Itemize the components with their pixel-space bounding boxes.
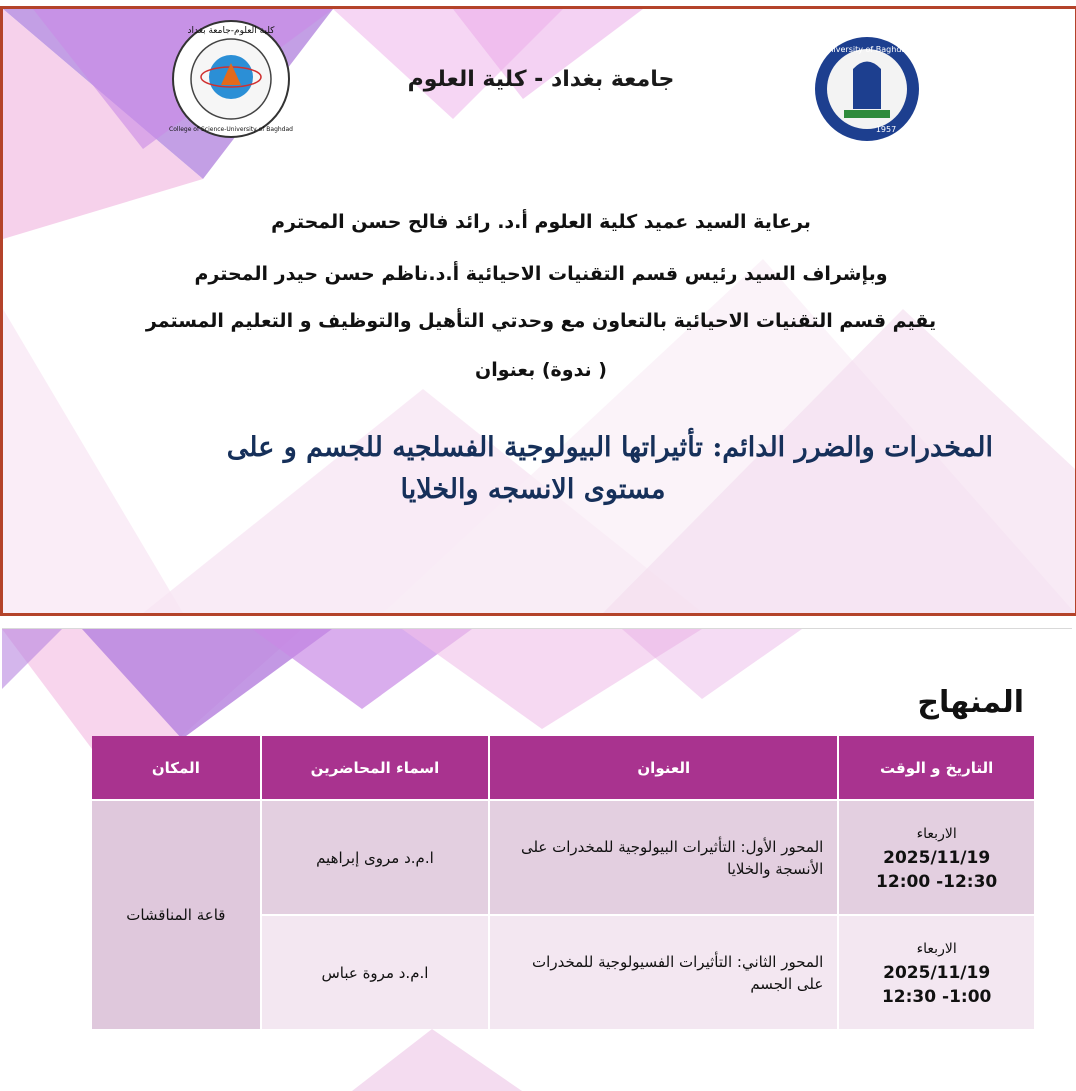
patronage-line: برعاية السيد عميد كلية العلوم أ.د. رائد فالح حسن المحترم bbox=[271, 211, 811, 233]
column-header-place: المكان bbox=[92, 736, 260, 799]
column-header-datetime: التاريخ و الوقت bbox=[839, 736, 1034, 799]
svg-text:College of Science-University: College of Science-University of Baghdad bbox=[169, 126, 293, 133]
lecturer-cell: ا.م.د مروى إبراهيم bbox=[262, 801, 488, 914]
date-text: 2025/11/19 bbox=[883, 962, 991, 983]
datetime-cell bbox=[839, 801, 1034, 914]
topic-cell: المحور الثاني: التأثيرات الفسيولوجية للمخدرات على الجسم bbox=[490, 916, 837, 1029]
lecturer-cell: ا.م.د مروة عباس bbox=[262, 916, 488, 1029]
svg-text:University of Baghdad: University of Baghdad bbox=[822, 45, 912, 54]
seminar-title-line2: مستوى الانسجه والخلايا bbox=[400, 474, 666, 505]
time-text: 12:30- 12:00 bbox=[876, 871, 998, 892]
program-heading: المنهاج bbox=[917, 685, 1024, 720]
topic-cell: المحور الأول: التأثيرات البيولوجية للمخدرات على الأنسجة والخلايا bbox=[490, 801, 837, 914]
seminar-title bbox=[133, 427, 993, 511]
program-table bbox=[90, 734, 1036, 1031]
seminar-title-line1: المخدرات والضرر الدائم: تأثيراتها البيولوجية الفسلجيه للجسم و على bbox=[226, 432, 993, 463]
column-header-topic: العنوان bbox=[490, 736, 837, 799]
organizer-line: يقيم قسم التقنيات الاحيائية بالتعاون مع وحدتي التأهيل والتوظيف و التعليم المستمر bbox=[145, 310, 937, 332]
program-slide bbox=[2, 628, 1072, 1091]
header-title: جامعة بغداد - كلية العلوم bbox=[407, 67, 675, 92]
datetime-cell bbox=[839, 916, 1034, 1029]
seminar-label: ( ندوة) بعنوان bbox=[475, 359, 607, 381]
table-row bbox=[92, 801, 1034, 914]
svg-text:1957: 1957 bbox=[875, 125, 897, 134]
column-header-lecturers: اسماء المحاضرين bbox=[262, 736, 488, 799]
day-text: الاربعاء bbox=[916, 940, 957, 957]
announcement-slide bbox=[0, 6, 1076, 616]
day-text: الاربعاء bbox=[916, 825, 957, 842]
date-text: 2025/11/19 bbox=[883, 847, 991, 868]
place-cell: قاعة المناقشات bbox=[92, 801, 260, 1029]
table-header-row bbox=[92, 736, 1034, 799]
supervision-line: وبإشراف السيد رئيس قسم التقنيات الاحيائية أ.د.ناظم حسن حيدر المحترم bbox=[194, 263, 888, 285]
svg-text:كلية العلوم-جامعة بغداد: كلية العلوم-جامعة بغداد bbox=[187, 26, 275, 36]
time-text: 1:00- 12:30 bbox=[881, 986, 992, 1007]
